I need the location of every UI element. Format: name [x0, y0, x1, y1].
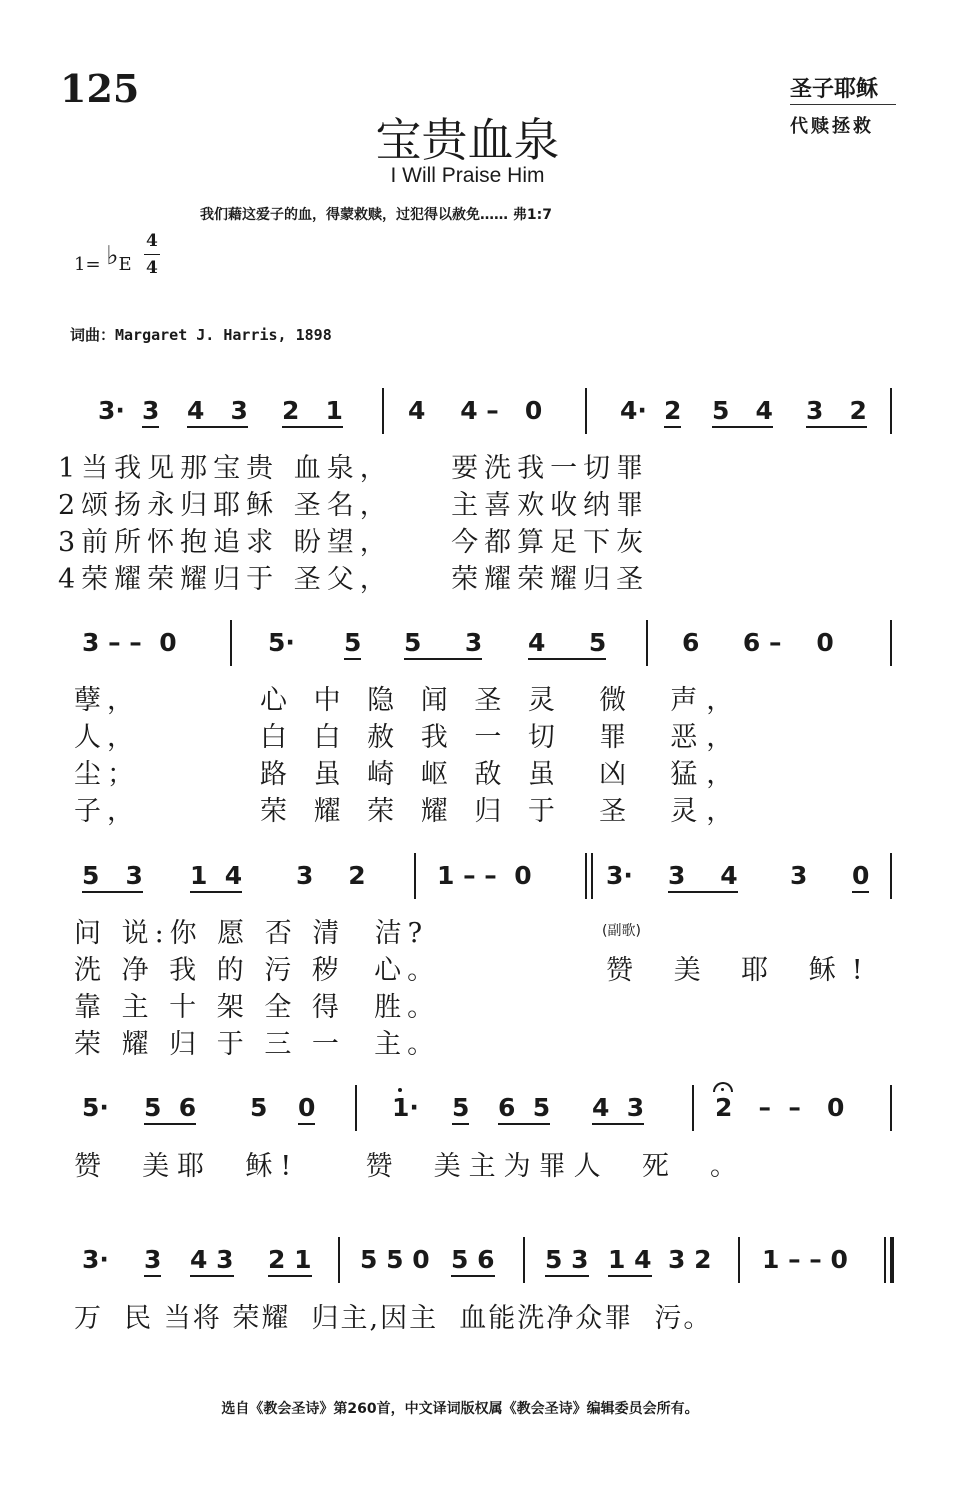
- system-2-lyric-4b: 荣 耀 荣 耀 归 于 圣 灵，: [260, 796, 743, 827]
- system-2-lyric-2b: 白 白 赦 我 一 切 罪 恶，: [260, 722, 743, 753]
- system-5-lyric: 万 民 当将 荣耀 归主,因主 血能洗净众罪 污。: [74, 1303, 713, 1334]
- composer-credit: 词曲：Margaret J. Harris, 1898: [70, 326, 332, 344]
- category-main: 圣子耶稣: [790, 77, 879, 102]
- system-1-lyric-3: 3前所怀抱追求 盼望， 今都算足下灰: [58, 527, 650, 558]
- time-signature: 4 4: [144, 228, 160, 281]
- system-2-lyric-3a: 尘；: [74, 759, 140, 790]
- refrain-lyric-start: 赞 美 耶 稣!: [606, 955, 879, 986]
- scripture-verse: 我们藉这爱子的血，得蒙救赎，过犯得以赦免…… 弗1:7: [200, 207, 552, 223]
- system-2-lyric-1a: 孽，: [74, 685, 140, 716]
- system-2-lyric-3b: 路 虽 崎 岖 敌 虽 凶 猛，: [260, 759, 743, 790]
- hymn-title: 宝贵血泉: [375, 113, 560, 167]
- system-3-lyric-2: 洗 净 我 的 污 秽 心。: [74, 955, 441, 986]
- system-4-lyric: 赞 美耶 稣! 赞 美主为罪人 死 。: [74, 1151, 746, 1182]
- category-sub: 代赎拯救: [790, 116, 874, 137]
- refrain-label: (副歌): [602, 923, 641, 939]
- system-1-lyric-4: 4荣耀荣耀归于 圣父， 荣耀荣耀归圣: [58, 564, 650, 595]
- system-2-lyric-1b: 心 中 隐 闻 圣 灵 微 声，: [260, 685, 743, 716]
- system-2-lyric-4a: 子，: [74, 796, 140, 827]
- system-2-lyric-2a: 人，: [74, 722, 140, 753]
- key-signature: 1= ♭E: [74, 241, 132, 275]
- system-1-lyric-2: 2颂扬永归耶稣 圣名， 主喜欢收纳罪: [58, 490, 650, 521]
- system-3-lyric-1: 问 说:你 愿 否 清 洁?: [74, 918, 429, 949]
- system-1-lyric-1: 1当我见那宝贵 血泉， 要洗我一切罪: [58, 453, 650, 484]
- system-3-lyric-3: 靠 主 十 架 全 得 胜。: [74, 992, 441, 1023]
- copyright-footer: 选自《教会圣诗》第260首，中文译词版权属《教会圣诗》编辑委员会所有。: [221, 1401, 699, 1417]
- hymn-number: 125: [60, 66, 140, 111]
- hymn-subtitle: I Will Praise Him: [390, 164, 545, 187]
- system-3-lyric-4: 荣 耀 归 于 三 一 主。: [74, 1029, 441, 1060]
